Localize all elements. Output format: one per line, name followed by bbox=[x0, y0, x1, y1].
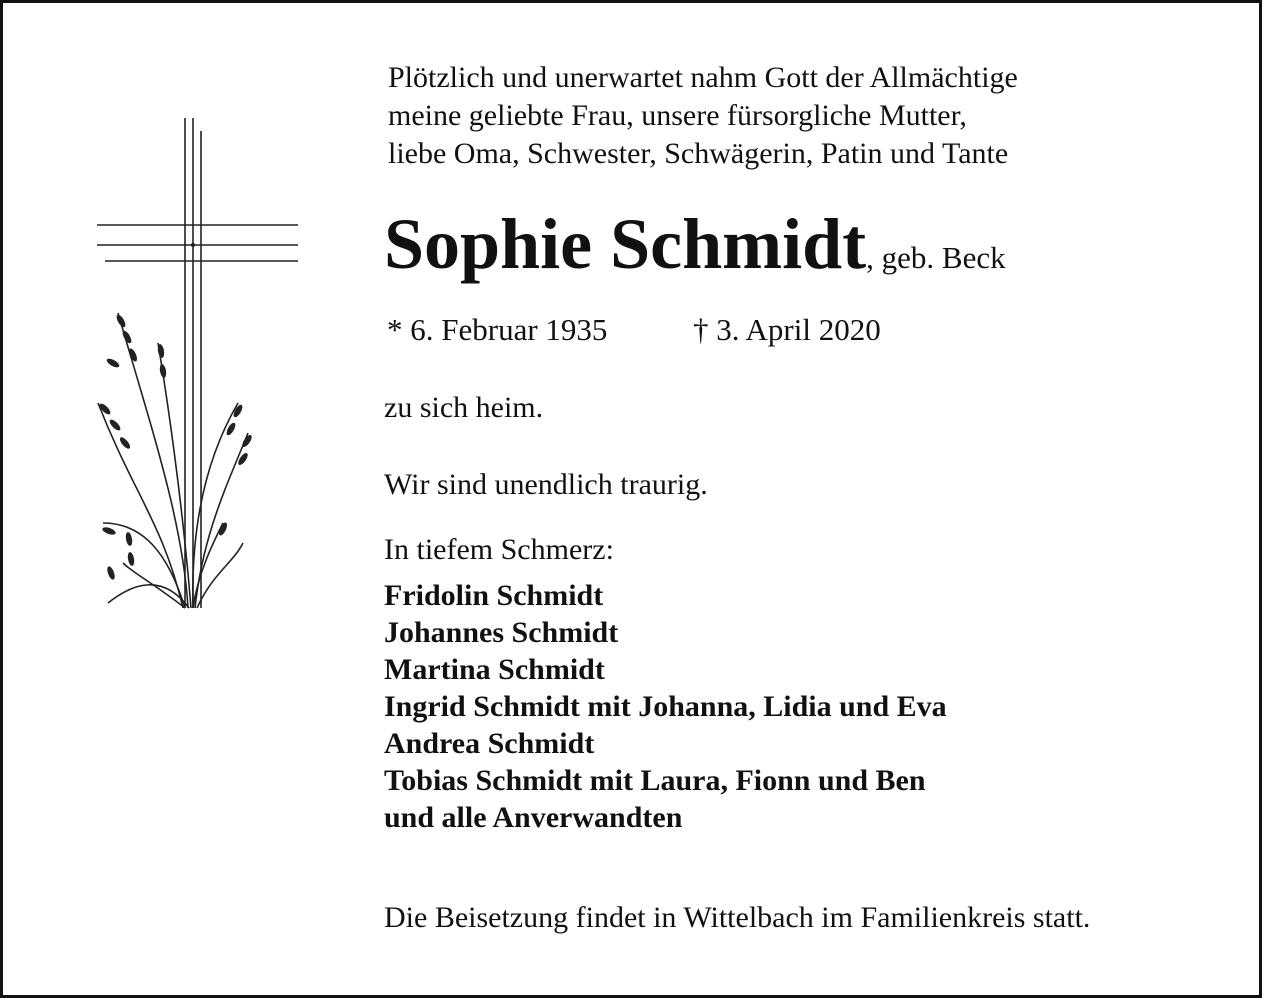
intro-line: liebe Oma, Schwester, Schwägerin, Patin und Tante bbox=[388, 137, 1009, 170]
burial-note: Die Beisetzung findet in Wittelbach im Familienkreis statt. bbox=[384, 901, 1091, 934]
intro-text bbox=[388, 59, 1018, 173]
intro-line: Plötzlich und unerwartet nahm Gott der Allmächtige bbox=[388, 61, 1018, 94]
mourner: Martina Schmidt bbox=[384, 653, 605, 686]
mourners-list bbox=[384, 577, 947, 836]
intro-line: meine geliebte Frau, unsere fürsorgliche Mutter, bbox=[388, 99, 967, 132]
mourner: und alle Anverwandten bbox=[384, 801, 683, 834]
deceased-name: Sophie Schmidt bbox=[384, 204, 867, 284]
mourner: Fridolin Schmidt bbox=[384, 579, 604, 612]
death-date: † 3. April 2020 bbox=[693, 312, 881, 347]
birth-date: * 6. Februar 1935 bbox=[387, 312, 608, 347]
mourner: Ingrid Schmidt mit Johanna, Lidia und Eva bbox=[384, 690, 947, 723]
mourner: Tobias Schmidt mit Laura, Fionn und Ben bbox=[384, 764, 926, 797]
maiden-name: , geb. Beck bbox=[866, 240, 1006, 275]
mourner: Andrea Schmidt bbox=[384, 727, 595, 760]
cross-with-grass-icon bbox=[73, 103, 313, 623]
deceased-name-line bbox=[384, 203, 1006, 286]
closing-intro: zu sich heim. bbox=[384, 391, 544, 424]
mourner: Johannes Schmidt bbox=[384, 616, 619, 649]
sentiment-text: Wir sind unendlich traurig. bbox=[384, 468, 708, 501]
mourners-heading: In tiefem Schmerz: bbox=[384, 533, 614, 566]
